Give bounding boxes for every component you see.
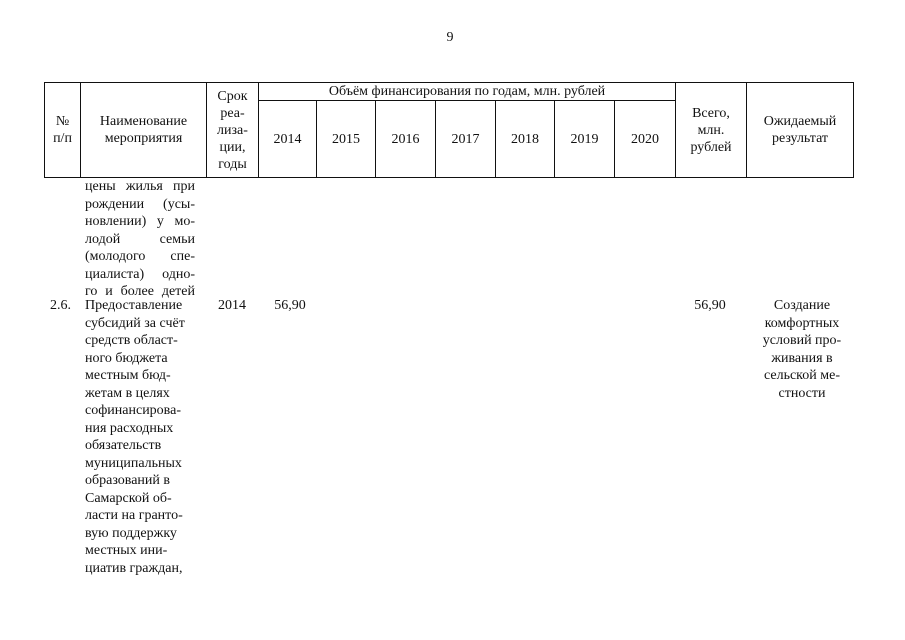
header-year-2019: 2019 — [570, 131, 599, 147]
row-term: 2014 — [218, 298, 246, 313]
header-year-2018: 2018 — [511, 131, 539, 147]
header-year-2016: 2016 — [391, 131, 420, 147]
row-result: Создание комфортных условий про- живания в сельской ме- стности — [762, 298, 842, 401]
page-number: 9 — [446, 30, 454, 45]
header-total: Всего, млн. рублей — [690, 105, 732, 155]
header-term: Срок реа- лиза- ции, годы — [217, 88, 248, 172]
header-funding: Объём финансирования по годам, млн. рублей — [328, 84, 606, 99]
header-name: Наименование мероприятия — [99, 114, 188, 146]
header-result: Ожидаемый результат — [763, 114, 837, 146]
continued-row-name: цены жилья при рождении (усы- новлении) у мо- лодой семьи (молодого спе- циалиста) одно- го и более детей — [85, 179, 195, 299]
row-total: 56,90 — [694, 298, 726, 313]
row-name: Предоставление субсидий за счёт средств област- ного бюджета местным бюд- жетам в целях софинансирова- ния расходных обязательств муниципальных образований в Самарской об- ласти на гранто- вую поддержку местных ини- циатив граждан, — [85, 298, 185, 576]
header-number: № п/п — [53, 114, 72, 146]
header-year-2017: 2017 — [451, 131, 480, 147]
header-year-2014: 2014 — [273, 131, 302, 147]
header-year-2015: 2015 — [332, 131, 360, 147]
row-number: 2.6. — [50, 298, 71, 313]
table-header — [44, 82, 854, 178]
row-value-2014: 56,90 — [274, 298, 306, 313]
header-year-2020: 2020 — [631, 131, 659, 147]
